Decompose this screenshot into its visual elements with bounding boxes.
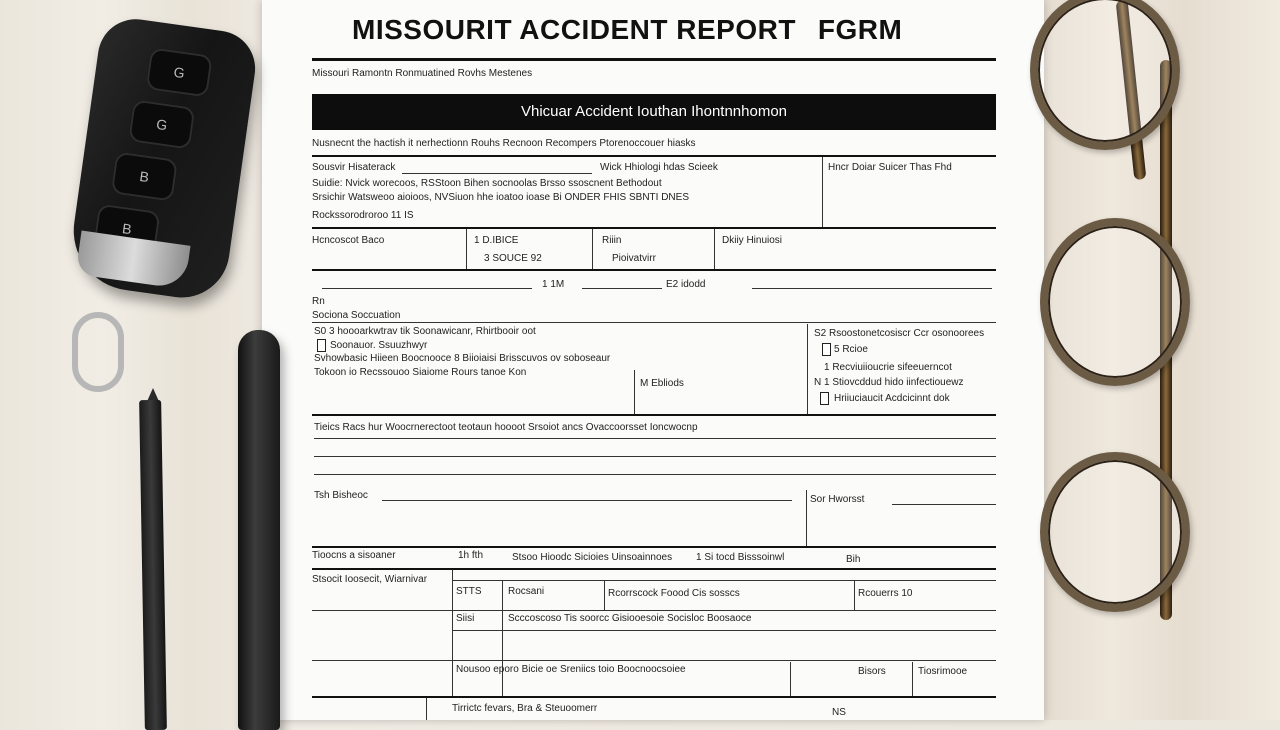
key-fob-button-3: B [111,151,178,201]
sec6-row-line-0 [452,580,996,581]
sec4-c: Sor Hworsst [810,494,865,505]
sec2-b2: 3 SOUCE 92 [484,253,542,264]
sec3-c: Rn [312,296,325,307]
sec1-line [402,173,592,174]
sec2-b1: 1 D.IBICE [474,235,519,246]
sec6-row-line-3 [312,660,996,661]
sec3-e3: Svhowbasic Hiieen Boocnooce 8 Biioiaisi Brisscuvos ov soboseaur [314,353,611,364]
sec6-div-2 [604,580,605,610]
sec3-div-g [807,324,808,414]
sec2-d: Dkiiy Hinuiosi [722,235,783,246]
sec3-checkbox-3[interactable] [820,392,829,405]
sec1-divider [822,157,823,227]
sec2-div-1 [466,229,467,269]
sec6-r3-c2: Bisors [858,666,886,677]
sec4-b: Tsh Bisheoc [314,490,368,501]
sec3-line-d [312,322,996,323]
sec4-line-c [892,504,996,505]
bottom-div [426,698,427,720]
sec3-line-b [582,288,662,289]
sec2-div-3 [714,229,715,269]
sec3-line-a [322,288,532,289]
sec3-checkbox-1[interactable] [317,339,326,352]
sec6-div-4 [790,662,791,696]
bottom-b: NS [832,707,846,718]
glasses-lens-bottom [1040,452,1190,612]
sec6-row-line-2 [452,630,996,631]
sec4-a: Tieics Racs hur Woocrnerectoot teotaun hoooot Srsoiot ancs Ovaccoorsset Ioncwocnp [314,422,698,433]
instruction-text: Nusnecnt the hactish it nerhectionn Rouhs Recnoon Recompers Ptorenoccouer hiasks [312,138,696,149]
sec2-c1: Riiin [602,235,622,246]
key-fob-button-4: B [93,204,160,254]
key-ring-clasp [72,312,124,392]
sec5-b: 1h fth [458,550,484,561]
sec6-r1-c1: STTS [456,586,482,597]
sec6-r1-c4: Rcouerrs 10 [858,588,913,599]
black-pen [238,330,280,730]
sec3-checkbox-2[interactable] [822,343,831,356]
sec6-r3-c1: Nousoo eporo Bicie oe Sreniics toio Boocnoocsoiee [456,664,686,675]
form-title-end: FGRM [817,14,903,45]
sec3-b: E2 idodd [666,279,706,290]
sec6-label: Stsocit Ioosecit, Wiarnivar [312,574,428,585]
rule-7 [312,696,996,698]
rule-3 [312,269,996,271]
section-banner: Vhicuar Accident Iouthan Ihontnnhomon [312,94,996,130]
rule-6 [312,568,996,570]
sec6-r1-c3: Rcorrscock Foood Cis sosscs [608,588,740,599]
sec3-a: 1 1M [542,279,565,290]
sec3-line-c [752,288,992,289]
sec3-g5: Hriiuciaucit Acdcicinnt dok [834,393,950,404]
rule-4 [312,414,996,416]
title-rule [312,58,996,61]
sec4-line-1 [314,438,996,439]
sec1-text-4: Rockssorodroroo 11 IS [312,210,414,221]
sec3-g3: 1 Recviuiioucrie sifeeuerncot [824,362,952,373]
sec1-right-label: Hncr Doiar Suicer Thas Fhd [828,162,952,173]
sec6-div-5 [912,662,913,696]
sec2-label: Hcncoscot Baco [312,235,385,246]
sec6-row-line-1 [312,610,996,611]
sec5-a: Tioocns a sisoaner [312,550,396,561]
sec1-text-2: Suidie: Nvick worecoos, RSStoon Bihen socnoolas Brsso ssoscnent Bethodout [312,178,662,189]
sec6-div-3 [854,580,855,610]
form-subheader: Missouri Ramontn Ronmuatined Rovhs Mestenes [312,68,533,79]
key-fob-button-1: G [146,47,213,97]
sec1-mid-label: Wick Hhiologi hdas Scieek [600,162,718,173]
sec1-text-3: Srsichir Watsweoo aioioos, NVSiuon hhe ioatoo ioase Bi ONDER FHIS SBNTI DNES [312,192,689,203]
accident-report-form [262,0,1044,720]
sec5-d: 1 Si tocd Bisssoinwl [696,552,785,563]
sec6-r3-c3: Tiosrimooe [918,666,968,677]
sec3-e4: Tokoon io Recssouoo Siaiome Rours tanoe Kon [314,367,527,378]
sec5-c: Stsoo Hioodc Sicioies Uinsoainnoes [512,552,673,563]
sec3-e1: S0 3 hoooarkwtrav tik Soonawicanr, Rhirtbooir oot [314,326,536,337]
glasses-lens-middle [1040,218,1190,386]
sec5-e: Bih [846,554,861,565]
sec3-e2: Soonauor. Ssuuzhwyr [330,340,428,351]
key-fob-button-2: G [128,99,195,149]
sec3-g1: S2 Rsoostonetcosiscr Ccr osonoorees [814,328,985,339]
sec4-div [806,490,807,546]
bottom-a: Tirrictc fevars, Bra & Steuoomerr [452,703,598,714]
sec2-div-2 [592,229,593,269]
sec6-div-main [452,570,453,696]
sec3-g2: 5 Rcioe [834,344,868,355]
rule-1 [312,155,996,157]
sec4-line-3 [314,474,996,475]
sec4-line-2 [314,456,996,457]
sec1-label: Sousvir Hisaterack [312,162,396,173]
sec6-div-1 [502,580,503,696]
pencil [139,400,167,730]
form-title-main: MISSOURIT ACCIDENT REPORT [352,14,796,45]
rule-2 [312,227,996,229]
sec6-r2-c1: Siisi [456,613,475,624]
sec3-f: M Ebliods [640,378,684,389]
sec2-c2: Pioivatvirr [612,253,656,264]
form-title [352,14,902,46]
sec3-div-f [634,370,635,414]
sec6-r1-c2: Rocsani [508,586,545,597]
rule-5 [312,546,996,548]
sec3-d: Sociona Soccuation [312,310,401,321]
sec4-line-b [382,500,792,501]
sec6-r2-c2: Scccoscoso Tis soorcc Gisiooesoie Socisloc Boosaoce [508,613,752,624]
sec3-g4: N 1 Stiovcddud hido iinfectiouewz [814,377,964,388]
